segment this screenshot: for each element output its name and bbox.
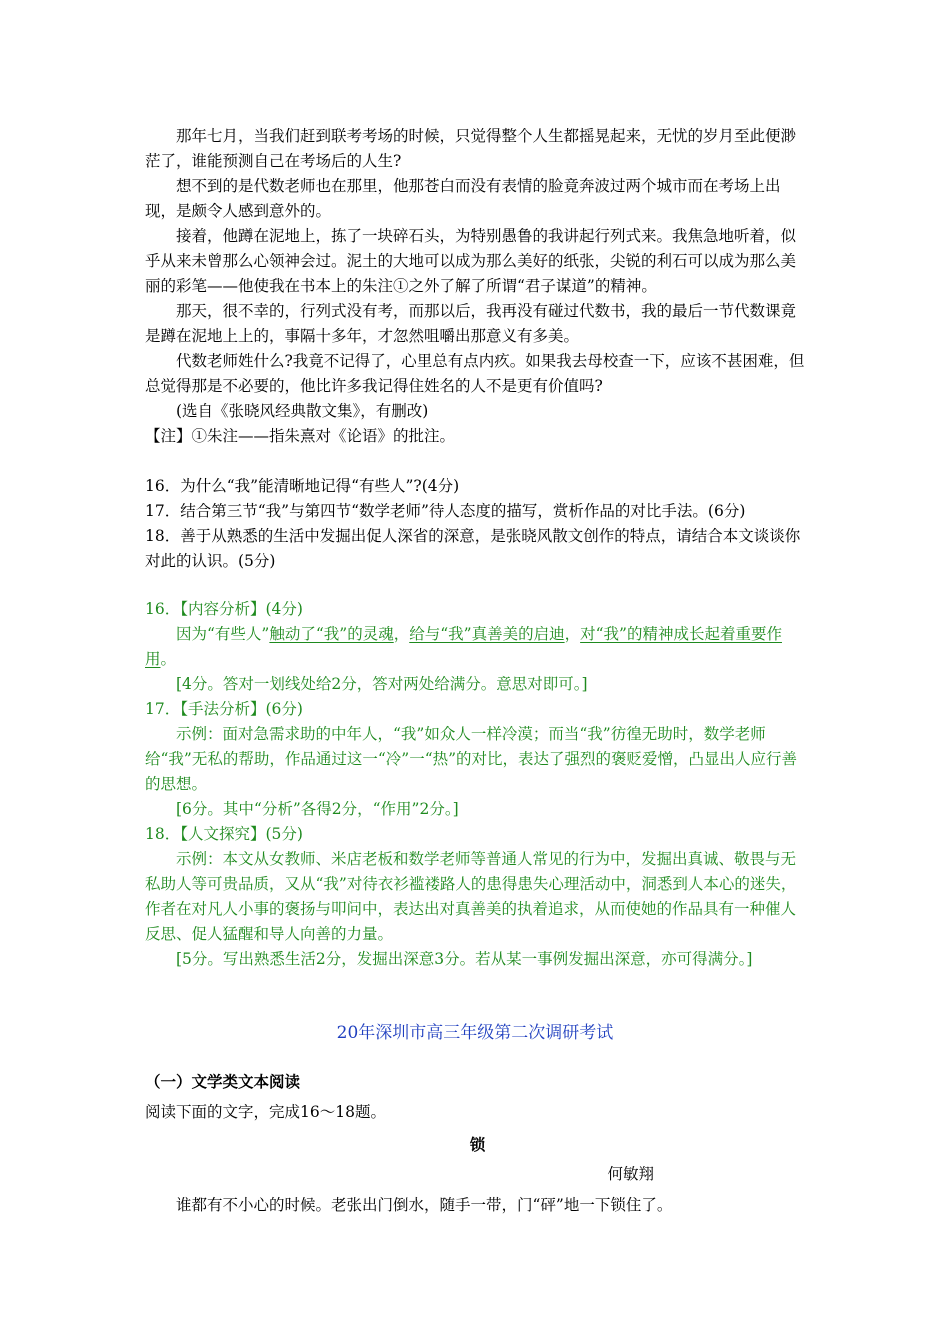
answer-18-scoring: [5分。写出熟悉生活2分，发掘出深意3分。若从某一事例发掘出深意，亦可得满分。] [176,950,753,968]
answer-16-scoring: [4分。答对一划线处给2分，答对两处给满分。意思对即可。] [176,675,588,693]
answer-16-key-point-3: 对“我”的精神成长起着重要作用 [145,625,782,668]
answer-16-text: 因为“有些人” [176,625,270,643]
answer-18-body: 示例：本文从女教师、米店老板和数学老师等普通人常见的行为中，发掘出真诚、敬畏与无私助人等可贵品质，又从“我”对待衣衫褴褛路人的患得患失心理活动中，洞悉到人本心的迷失，作者在对凡人小事的褒扬与叩问中，表达出对真善美的执着追求，从而使她的作品具有一种催人反思、促人猛醒和导人向善的力量。 [145,850,797,943]
answer-16-end: 。 [160,650,177,668]
answer-16-separator: ， [564,625,581,643]
second-section [145,1070,810,1218]
question-16: 16．为什么“我”能清晰地记得“有些人”?(4分) [145,477,460,495]
passage-paragraph-2: 想不到的是代数老师也在那里，他那苍白而没有表情的脸竟奔波过两个城市而在考场上出现，是颇令人感到意外的。 [145,177,781,220]
answer-18-heading: 18．【人文探究】(5分) [145,825,303,843]
answer-16-body [145,622,810,672]
story-author: 何敏翔 [607,1165,654,1183]
answer-17-body: 示例：面对急需求助的中年人，“我”如众人一样冷漠；而当“我”彷徨无助时，数学老师给“我”无私的帮助，作品通过这一“冷”一“热”的对比，表达了强烈的褒贬爱憎，凸显出人应行善的思想。 [145,725,798,793]
question-18: 18．善于从熟悉的生活中发掘出促人深省的深意，是张晓风散文创作的特点，请结合本文谈谈你对此的认识。(5分) [145,527,801,570]
answer-16-separator: ， [393,625,410,643]
passage-source: (选自《张晓风经典散文集》，有删改) [176,402,429,420]
answer-16-key-point-2: 给与“我”真善美的启迪 [409,625,565,643]
reading-instruction: 阅读下面的文字，完成16～18题。 [145,1103,386,1121]
answer-16-key-point-1: 触动了“我”的灵魂 [269,625,394,643]
answer-17-heading: 17．【手法分析】(6分) [145,700,303,718]
passage-paragraph-5: 代数老师姓什么?我竟不记得了，心里总有点内疚。如果我去母校查一下，应该不甚困难，但总觉得那是不必要的，他比许多我记得住姓名的人不是更有价值吗? [145,352,805,395]
passage-note: 【注】①朱注——指朱熹对《论语》的批注。 [145,427,456,445]
section-heading: （一）文学类文本阅读 [145,1073,301,1091]
answer-16-heading: 16．【内容分析】(4分) [145,600,303,618]
answer-17-scoring: [6分。其中“分析”各得2分，“作用”2分。] [176,800,459,818]
passage-paragraph-4: 那天，很不幸的，行列式没有考，而那以后，我再没有碰过代数书，我的最后一节代数课竟是蹲在泥地上上的，事隔十多年，才忽然咀嚼出那意义有多美。 [145,302,797,345]
passage-paragraph-1: 那年七月，当我们赶到联考考场的时候，只觉得整个人生都摇晃起来，无忧的岁月至此便渺茫了，谁能预测自己在考场后的人生? [145,127,797,170]
story-title: 锁 [469,1136,486,1154]
passage-paragraph-3: 接着，他蹲在泥地上，拣了一块碎石头，为特别愚鲁的我讲起行列式来。我焦急地听着，似乎从来未曾那么心领神会过。泥土的大地可以成为那么美好的纸张，尖锐的利石可以成为那么美丽的彩笔——他使我在书本上的朱注①之外了解了所谓“君子谋道”的精神。 [145,227,797,295]
story-first-line: 谁都有不小心的时候。老张出门倒水，随手一带，门“砰”地一下锁住了。 [176,1196,673,1214]
answers [145,597,810,972]
exam-title: 20年深圳市高三年级第二次调研考试 [336,1023,614,1043]
question-17: 17．结合第三节“我”与第四节“数学老师”待人态度的描写，赏析作品的对比手法。(6分) [145,502,746,520]
questions [145,474,810,574]
passage [145,124,810,449]
